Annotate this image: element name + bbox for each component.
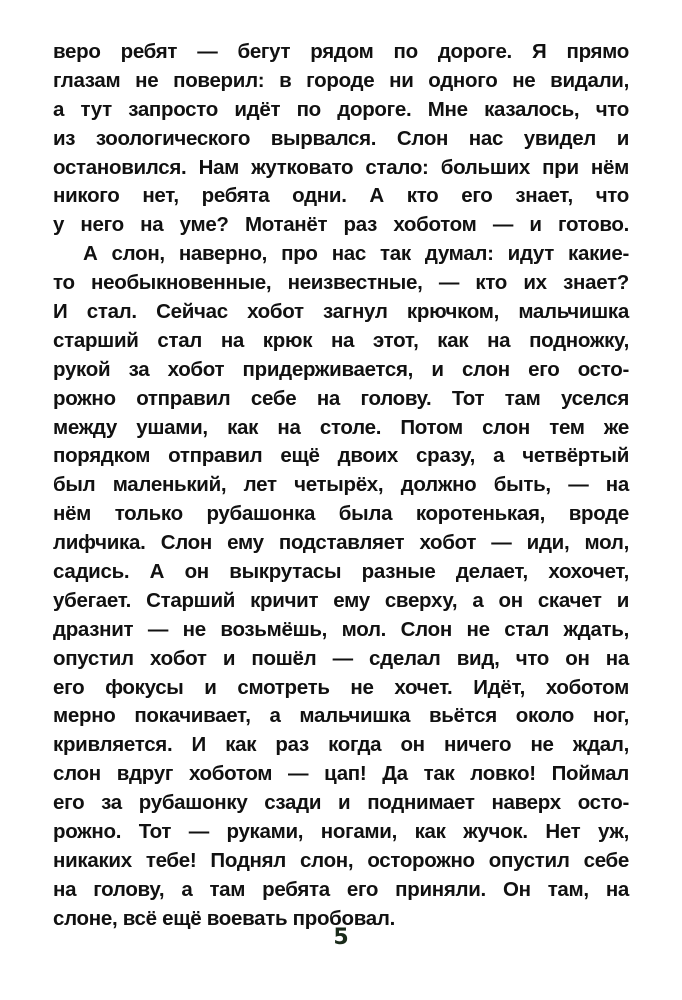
text-line: из зоологического вырвался. Слон нас увидел и: [53, 126, 629, 150]
text-line: рожно. Тот — руками, ногами, как жучок. Нет уж,: [53, 820, 629, 844]
text-line: у него на уме? Мотанёт раз хоботом — и готово.: [53, 213, 629, 237]
text-line: старший стал на крюк на этот, как на подножку,: [53, 328, 629, 352]
text-line: глазам не поверил: в городе ни одного не видали,: [53, 68, 629, 92]
text-line: опустил хобот и пошёл — сделал вид, что он на: [53, 646, 629, 670]
text-line: был маленький, лет четырёх, должно быть, — на: [53, 473, 629, 497]
text-line: остановился. Нам жутковато стало: больших при нём: [53, 155, 629, 179]
text-line: рожно отправил себе на голову. Тот там уселся: [53, 386, 629, 410]
text-line: убегает. Старший кричит ему сверху, а он скачет и: [53, 588, 629, 612]
text-line: И стал. Сейчас хобот загнул крючком, мальчишка: [53, 300, 629, 324]
text-line: слон вдруг хоботом — цап! Да так ловко! Поймал: [53, 762, 629, 786]
paragraph-1: [53, 38, 629, 240]
text-line: лифчика. Слон ему подставляет хобот — иди, мол,: [53, 531, 629, 555]
text-line: то необыкновенные, неизвестные, — кто их знает?: [53, 271, 629, 295]
paragraph-2: [53, 240, 629, 933]
text-line: слоне, всё ещё воевать пробовал.: [53, 906, 396, 930]
text-line: его за рубашонку сзади и поднимает наверх осто-: [53, 791, 629, 815]
text-line: мерно покачивает, а мальчишка вьётся около ног,: [53, 704, 629, 728]
text-line: его фокусы и смотреть не хочет. Идёт, хоботом: [53, 675, 629, 699]
text-line: веро ребят — бегут рядом по дороге. Я прямо: [53, 40, 629, 63]
text-line: нём только рубашонка была коротенькая, вроде: [53, 502, 629, 526]
page-body: [53, 38, 629, 934]
text-line: никого нет, ребята одни. А кто его знает, что: [53, 184, 629, 208]
text-line: никаких тебе! Поднял слон, осторожно опустил себе: [53, 848, 629, 872]
text-line: рукой за хобот придерживается, и слон его осто-: [53, 357, 629, 381]
page-number: 5: [333, 925, 349, 950]
text-line: на голову, а там ребята его приняли. Он там, на: [53, 877, 629, 901]
text-line: между ушами, как на столе. Потом слон тем же: [53, 415, 629, 439]
text-line: а тут запросто идёт по дороге. Мне казалось, что: [53, 97, 629, 121]
text-line: кривляется. И как раз когда он ничего не ждал,: [53, 733, 629, 757]
text-line: А слон, наверно, про нас так думал: идут какие-: [83, 242, 629, 266]
text-line: дразнит — не возьмёшь, мол. Слон не стал ждать,: [53, 617, 629, 641]
text-line: порядком отправил ещё двоих сразу, а четвёртый: [53, 444, 629, 468]
text-line: садись. А он выкрутасы разные делает, хохочет,: [53, 560, 629, 584]
